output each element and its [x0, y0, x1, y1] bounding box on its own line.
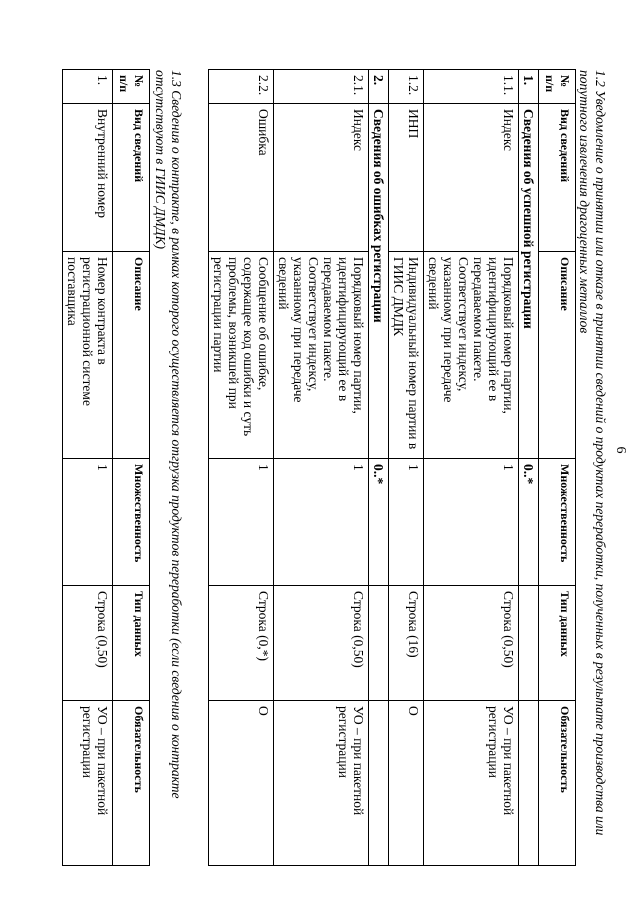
cell-multiplicity: 1 — [274, 459, 369, 586]
cell-multiplicity: 1 — [63, 459, 113, 586]
header-num: № п/п — [113, 70, 150, 104]
cell-required: О — [209, 701, 274, 866]
cell-desc: Сообщение об ошибке, содержащее код ошибки и суть проблемы, возникшей при регистрации партии — [209, 252, 274, 459]
cell-num: 2. — [369, 70, 389, 104]
table-row — [424, 70, 519, 866]
header-kind: Вид сведений — [539, 104, 576, 252]
cell-datatype: Строка (0,50) — [424, 586, 519, 701]
cell-num: 1.2. — [389, 70, 424, 104]
cell-datatype: Строка (0,50) — [274, 586, 369, 701]
cell-multiplicity: 0..* — [519, 459, 539, 586]
cell-required: УО – при пакетной регистрации — [63, 701, 113, 866]
table-contract — [62, 69, 150, 866]
cell-required: УО – при пакетной регистрации — [274, 701, 369, 866]
cell-num: 2.1. — [274, 70, 369, 104]
header-desc: Описание — [113, 252, 150, 459]
cell-required — [369, 701, 389, 866]
section-1-2-caption: 1.2 Уведомление о принятии или отказе в принятии сведений о продуктах переработки, полученных в результате производства или попутного извлечения драгоценных металлов — [577, 70, 608, 836]
cell-desc: Порядковый номер партии, идентифицирующий ее в передаваемом пакете. Соответствует индексу, указанному при передаче сведений — [424, 252, 519, 459]
cell-multiplicity: 1 — [389, 459, 424, 586]
header-num: № п/п — [539, 70, 576, 104]
cell-required — [519, 701, 539, 866]
section-row — [369, 70, 389, 866]
cell-desc: Индивидуальный номер партии в ГИИС ДМДК — [389, 252, 424, 459]
cell-num: 1. — [519, 70, 539, 104]
page-number: 6 — [613, 446, 628, 454]
cell-kind: Индекс — [274, 104, 369, 252]
cell-datatype — [519, 586, 539, 701]
cell-num: 1. — [63, 70, 113, 104]
table-row — [389, 70, 424, 866]
table-row — [209, 70, 274, 866]
cell-multiplicity: 0..* — [369, 459, 389, 586]
cell-multiplicity: 1 — [424, 459, 519, 586]
cell-datatype: Строка (16) — [389, 586, 424, 701]
header-desc: Описание — [539, 252, 576, 459]
cell-required: УО – при пакетной регистрации — [424, 701, 519, 866]
cell-kind: ИНП — [389, 104, 424, 252]
header-kind: Вид сведений — [113, 104, 150, 252]
header-multiplicity: Множественность — [539, 459, 576, 586]
cell-datatype — [369, 586, 389, 701]
cell-kind: Внутренний номер — [63, 104, 113, 252]
section-row — [519, 70, 539, 866]
cell-section-title: Сведения об ошибках регистрации — [369, 104, 389, 459]
header-multiplicity: Множественность — [113, 459, 150, 586]
header-datatype: Тип данных — [539, 586, 576, 701]
cell-num: 2.2. — [209, 70, 274, 104]
cell-multiplicity: 1 — [209, 459, 274, 586]
header-required: Обязательность — [539, 701, 576, 866]
cell-desc: Порядковый номер партии, идентифицирующий ее в передаваемом пакете. Соответствует индексу, указанному при передаче сведений — [274, 252, 369, 459]
cell-datatype: Строка (0,50) — [63, 586, 113, 701]
table-header-row — [113, 70, 150, 866]
table-row — [63, 70, 113, 866]
cell-section-title: Сведения об успешной регистрации — [519, 104, 539, 459]
header-datatype: Тип данных — [113, 586, 150, 701]
cell-kind: Ошибка — [209, 104, 274, 252]
table-notification — [208, 69, 576, 866]
cell-kind: Индекс — [424, 104, 519, 252]
table-header-row — [539, 70, 576, 866]
section-1-3-caption: 1.3 Сведения о контракте, в рамках которого осуществляется отгрузка продуктов переработки (если сведения о контракте отсутствуют в ГИИС ДМДК) — [153, 70, 184, 799]
cell-desc: Номер контракта в регистрационной системе поставщика — [63, 252, 113, 459]
cell-required: О — [389, 701, 424, 866]
header-required: Обязательность — [113, 701, 150, 866]
table-row — [274, 70, 369, 866]
cell-datatype: Строка (0,*) — [209, 586, 274, 701]
cell-num: 1.1. — [424, 70, 519, 104]
